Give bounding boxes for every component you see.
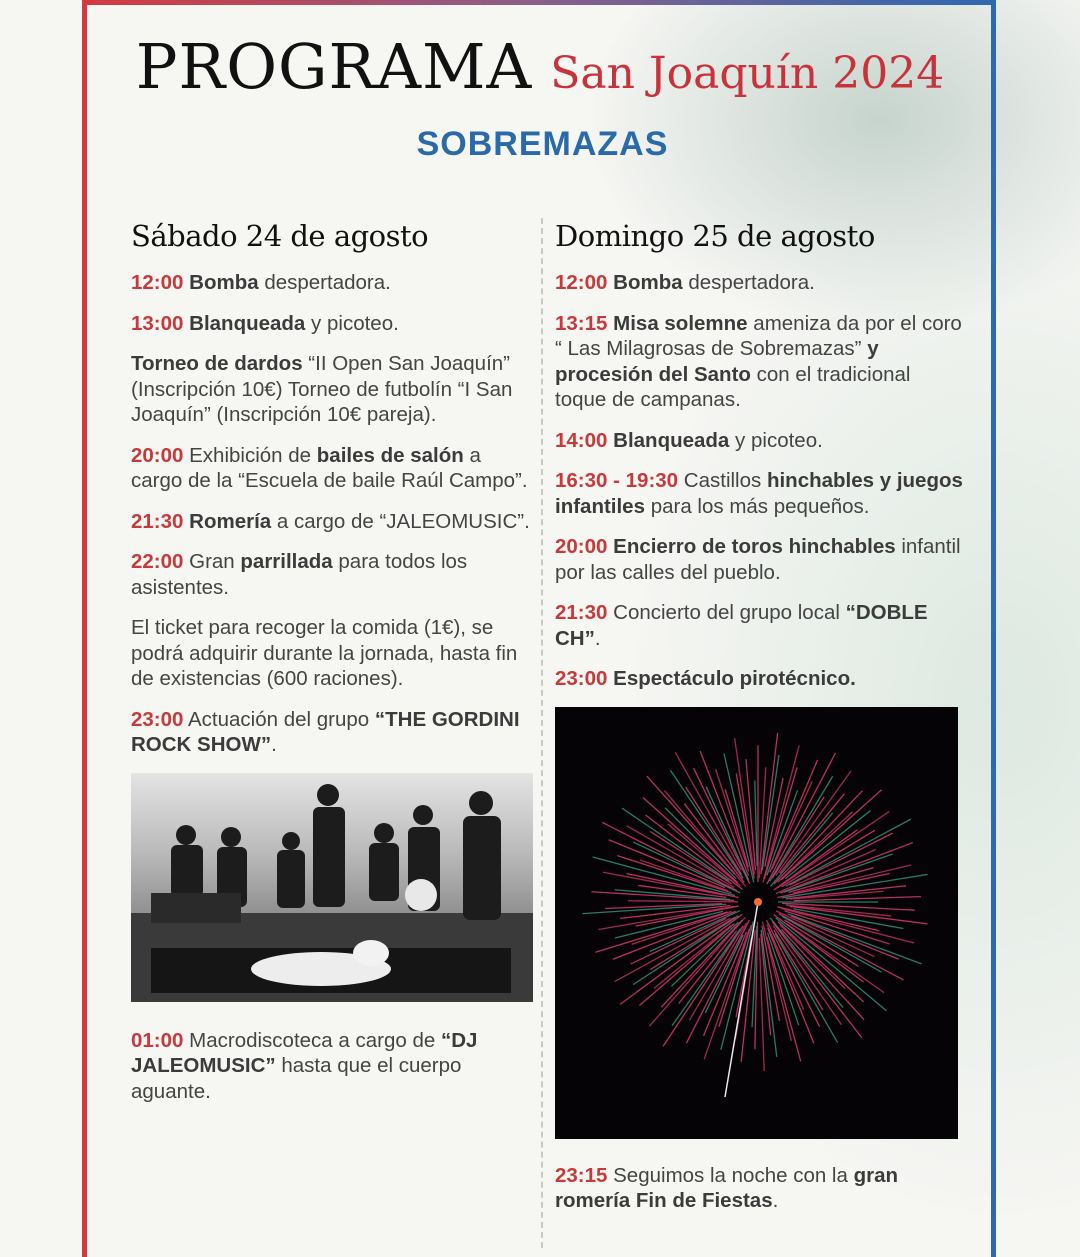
column-divider [541, 218, 543, 1248]
title-row [0, 30, 1080, 103]
event-item: 23:00 Espectáculo pirotécnico. [555, 667, 856, 690]
event-title: San Joaquín 2024 [550, 48, 945, 99]
right-border [991, 0, 996, 1257]
spark-line [602, 822, 737, 890]
spark-line [609, 839, 725, 887]
fireworks-photo [555, 707, 958, 1139]
event-item: 16:30 - 19:30 Castillos hinchables y juegos infantiles para los más pequeños. [555, 469, 963, 518]
event-item: 22:00 Gran parrillada para todos los asistentes. [131, 550, 468, 599]
saturday-heading: Sábado 24 de agosto [131, 219, 429, 253]
event-item: 14:00 Blanqueada y picoteo. [555, 428, 823, 452]
event-item: 21:30 Romería a cargo de “JALEOMUSIC”. [131, 509, 530, 533]
location-heading: SOBREMAZAS [416, 125, 669, 163]
event-item: 01:00 Macrodiscoteca a cargo de “DJ JALEOMUSIC” hasta que el cuerpo aguante. [131, 1028, 478, 1103]
fireworks-illustration [555, 707, 958, 1139]
spark-line [782, 916, 882, 972]
sunday-column [555, 214, 965, 1229]
band-photo [131, 773, 533, 1002]
ticket-note: El ticket para recoger la comida (1€), se podrá adquirir durante la jornada, hasta fin de existencias (600 raciones). [131, 616, 518, 690]
event-item: 20:00 Encierro de toros hinchables infantil por las calles del pueblo. [555, 535, 961, 584]
event-item: 13:15 Misa solemne ameniza da por el coro “ Las Milagrosas de Sobremazas” y procesión del Santo con el tradicional toque de campanas. [555, 311, 962, 411]
saturday-column [131, 214, 533, 1119]
spark-line [755, 780, 757, 866]
spark-line [628, 900, 738, 901]
event-item: 12:00 Bomba despertadora. [131, 271, 391, 294]
event-item: 23:00 Actuación del grupo “THE GORDINI ROCK SHOW”. [131, 707, 520, 756]
event-item: 12:00 Bomba despertadora. [555, 271, 815, 294]
burst-core [754, 898, 762, 906]
spark-line [599, 906, 735, 929]
event-item: 20:00 Exhibición de bailes de salón a cargo de la “Escuela de baile Raúl Campo”. [131, 443, 528, 492]
page-title: PROGRAMA [135, 30, 533, 103]
spark-line [780, 793, 845, 873]
spark-line [780, 842, 913, 892]
event-item: 13:00 Blanqueada y picoteo. [131, 311, 399, 335]
event-item: 21:30 Concierto del grupo local “DOBLE CH”. [555, 601, 928, 650]
event-item: Torneo de dardos “II Open San Joaquín” (Inscripción 10€) Torneo de futbolín “I San Joaquín” (Inscripción 10€ pareja). [131, 352, 513, 426]
top-border [82, 0, 996, 5]
spark-line [704, 931, 747, 1035]
event-item: 23:15 Seguimos la noche con la gran romería Fin de Fiestas. [555, 1163, 899, 1212]
spark-line [724, 753, 754, 882]
left-border [82, 0, 87, 1257]
sunday-heading: Domingo 25 de agosto [555, 219, 875, 253]
band-illustration [131, 773, 533, 1002]
